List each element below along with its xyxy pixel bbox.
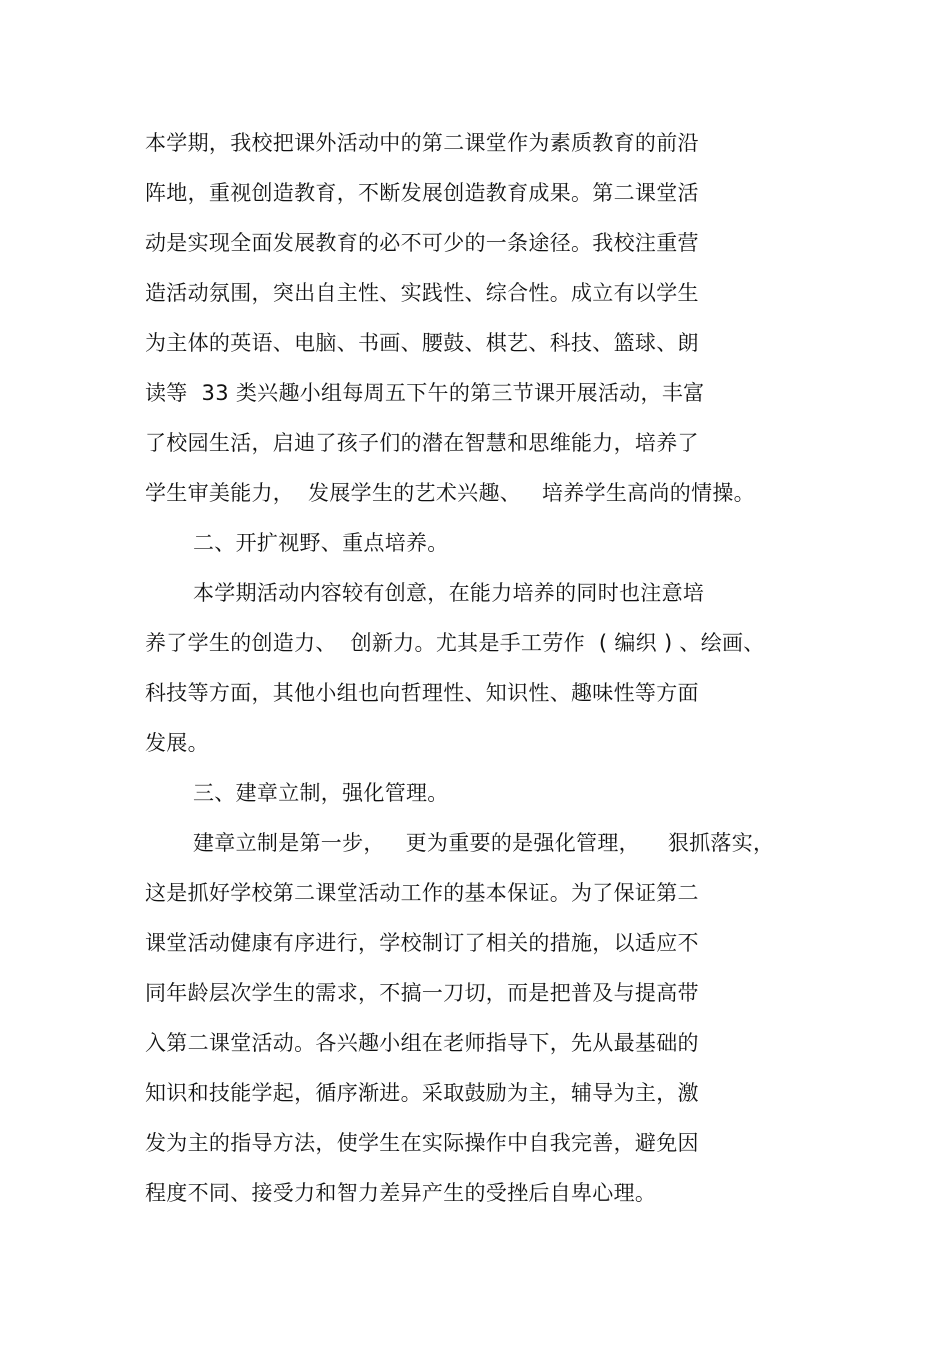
- paragraph-line: 学生审美能力， 发展学生的艺术兴趣、 培养学生高尚的情操。: [145, 481, 755, 505]
- paragraph-line: 程度不同、接受力和智力差异产生的受挫后自卑心理。: [145, 1181, 657, 1205]
- paragraph-line: 知识和技能学起，循序渐进。采取鼓励为主，辅导为主，激: [145, 1081, 699, 1105]
- section-heading: 三、建章立制，强化管理。: [193, 781, 449, 805]
- paragraph-line: 发为主的指导方法，使学生在实际操作中自我完善，避免因: [145, 1131, 699, 1155]
- paragraph-line: 建章立制是第一步， 更为重要的是强化管理， 狠抓落实，: [193, 831, 775, 855]
- section-heading: 二、开扩视野、重点培养。: [193, 531, 449, 555]
- paragraph-line: 为主体的英语、电脑、书画、腰鼓、棋艺、科技、篮球、朗: [145, 331, 699, 355]
- paragraph-line: 本学期活动内容较有创意，在能力培养的同时也注意培: [193, 581, 705, 605]
- paragraph-line: 读等 33 类兴趣小组每周五下午的第三节课开展活动，丰富: [145, 381, 705, 405]
- paragraph-line: 养了学生的创造力、 创新力。尤其是手工劳作 ( 编织 ) 、绘画、: [145, 631, 765, 655]
- paragraph-line: 造活动氛围，突出自主性、实践性、综合性。成立有以学生: [145, 281, 699, 305]
- paragraph-line: 课堂活动健康有序进行，学校制订了相关的措施，以适应不: [145, 931, 699, 955]
- paragraph-line: 这是抓好学校第二课堂活动工作的基本保证。为了保证第二: [145, 881, 699, 905]
- paragraph-line: 发展。: [145, 731, 209, 755]
- paragraph-line: 动是实现全面发展教育的必不可少的一条途径。我校注重营: [145, 231, 699, 255]
- paragraph-line: 科技等方面，其他小组也向哲理性、知识性、趣味性等方面: [145, 681, 699, 705]
- document-body: [145, 118, 805, 1218]
- paragraph-line: 了校园生活，启迪了孩子们的潜在智慧和思维能力，培养了: [145, 431, 699, 455]
- paragraph-line: 阵地，重视创造教育，不断发展创造教育成果。第二课堂活: [145, 181, 699, 205]
- paragraph-line: 本学期，我校把课外活动中的第二课堂作为素质教育的前沿: [145, 131, 699, 155]
- paragraph-line: 同年龄层次学生的需求，不搞一刀切，而是把普及与提高带: [145, 981, 699, 1005]
- paragraph-line: 入第二课堂活动。各兴趣小组在老师指导下，先从最基础的: [145, 1031, 699, 1055]
